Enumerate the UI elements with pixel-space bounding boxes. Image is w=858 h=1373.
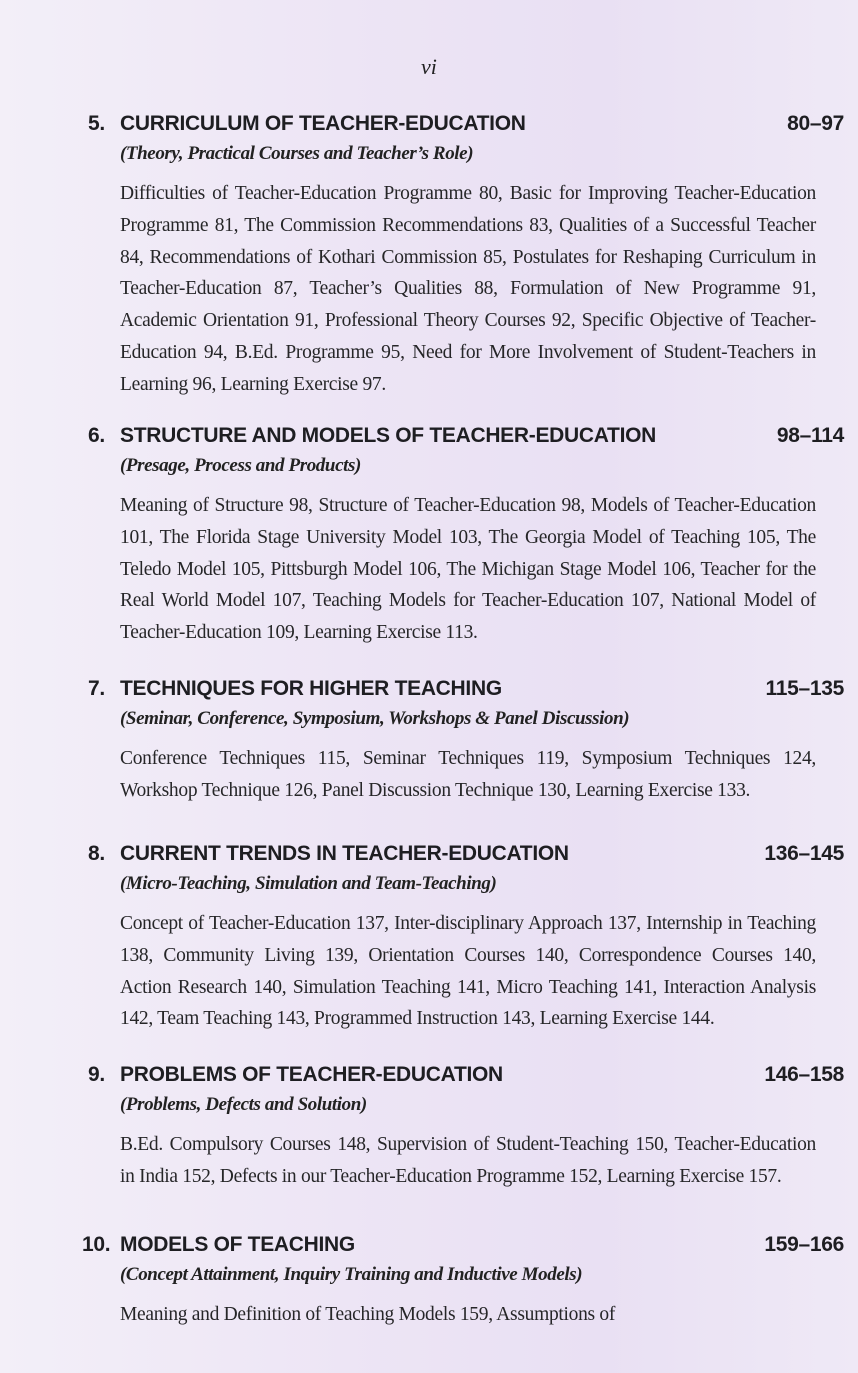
chapter-subtitle: (Presage, Process and Products) [120,455,361,476]
chapter-page-range: 98–114 [776,424,844,447]
chapter-subtitle: (Theory, Practical Courses and Teacher’s Role) [120,143,474,164]
chapter-number: 7. [88,677,105,700]
chapter-title: STRUCTURE AND MODELS OF TEACHER-EDUCATION [120,424,657,447]
chapter-number: 6. [88,424,105,447]
chapter-subtitle: (Problems, Defects and Solution) [120,1094,367,1115]
chapter-number: 5. [88,112,105,135]
chapter-number: 8. [88,842,105,865]
chapter-subtitle: (Concept Attainment, Inquiry Training and Inductive Models) [120,1264,583,1285]
chapter-contents: Concept of Teacher-Education 137, Inter-disciplinary Approach 137, Internship in Teaching 138, Community Living 139, Orientation Courses 140, Correspondence Courses 140, Action Research 140, Simulation Teaching 141, Micro Teaching 141, Interaction Analysis 142, Team Teaching 143, Programmed Instruction 143, Learning Exercise 144. [120,913,816,1030]
page-number: vi [421,54,437,79]
chapter-heading [88,677,844,707]
chapter-heading [88,842,844,872]
chapter-contents: Meaning of Structure 98, Structure of Teacher-Education 98, Models of Teacher-Education 101, The Florida Stage University Model 103, The Georgia Model of Teaching 105, The Teledo Model 105, Pittsburgh Model 106, The Michigan Stage Model 106, Teacher for the Real World Model 107, Teaching Models for Teacher-Education 107, National Model of Teacher-Education 109, Learning Exercise 113. [120,495,816,644]
chapter-heading [88,112,844,142]
chapter-number: 9. [88,1063,105,1086]
chapter-subtitle: (Seminar, Conference, Symposium, Workshops & Panel Discussion) [120,708,630,729]
chapter-number: 10. [82,1233,111,1256]
chapter-subtitle: (Micro-Teaching, Simulation and Team-Teaching) [120,873,497,894]
chapter-page-range: 146–158 [764,1063,844,1086]
chapter-title: CURRICULUM OF TEACHER-EDUCATION [120,112,526,135]
chapter-title: TECHNIQUES FOR HIGHER TEACHING [120,677,502,700]
chapter-contents: Conference Techniques 115, Seminar Techniques 119, Symposium Techniques 124, Workshop Technique 126, Panel Discussion Technique 130, Learning Exercise 133. [120,748,816,801]
chapter-title: CURRENT TRENDS IN TEACHER-EDUCATION [120,842,569,865]
chapter-page-range: 136–145 [764,842,844,865]
chapter-page-range: 80–97 [787,112,844,135]
chapter-title: PROBLEMS OF TEACHER-EDUCATION [120,1063,503,1086]
chapter-heading [82,1233,844,1263]
chapter-heading [88,424,844,454]
chapter-title: MODELS OF TEACHING [120,1233,355,1256]
chapter-contents: B.Ed. Compulsory Courses 148, Supervision of Student-Teaching 150, Teacher-Education in India 152, Defects in our Teacher-Education Programme 152, Learning Exercise 157. [120,1134,816,1187]
chapter-contents: Difficulties of Teacher-Education Programme 80, Basic for Improving Teacher-Education Programme 81, The Commission Recommendations 83, Qualities of a Successful Teacher 84, Recommendations of Kothari Commission 85, Postulates for Reshaping Curriculum in Teacher-Education 87, Teacher’s Qualities 88, Formulation of New Programme 91, Academic Orientation 91, Professional Theory Courses 92, Specific Objective of Teacher-Education 94, B.Ed. Programme 95, Need for More Involvement of Student-Teachers in Learning 96, Learning Exercise 97. [120,183,816,395]
chapter-heading [88,1063,844,1093]
chapter-contents: Meaning and Definition of Teaching Models 159, Assumptions of [120,1304,616,1325]
chapter-page-range: 115–135 [765,677,844,700]
chapter-page-range: 159–166 [764,1233,844,1256]
